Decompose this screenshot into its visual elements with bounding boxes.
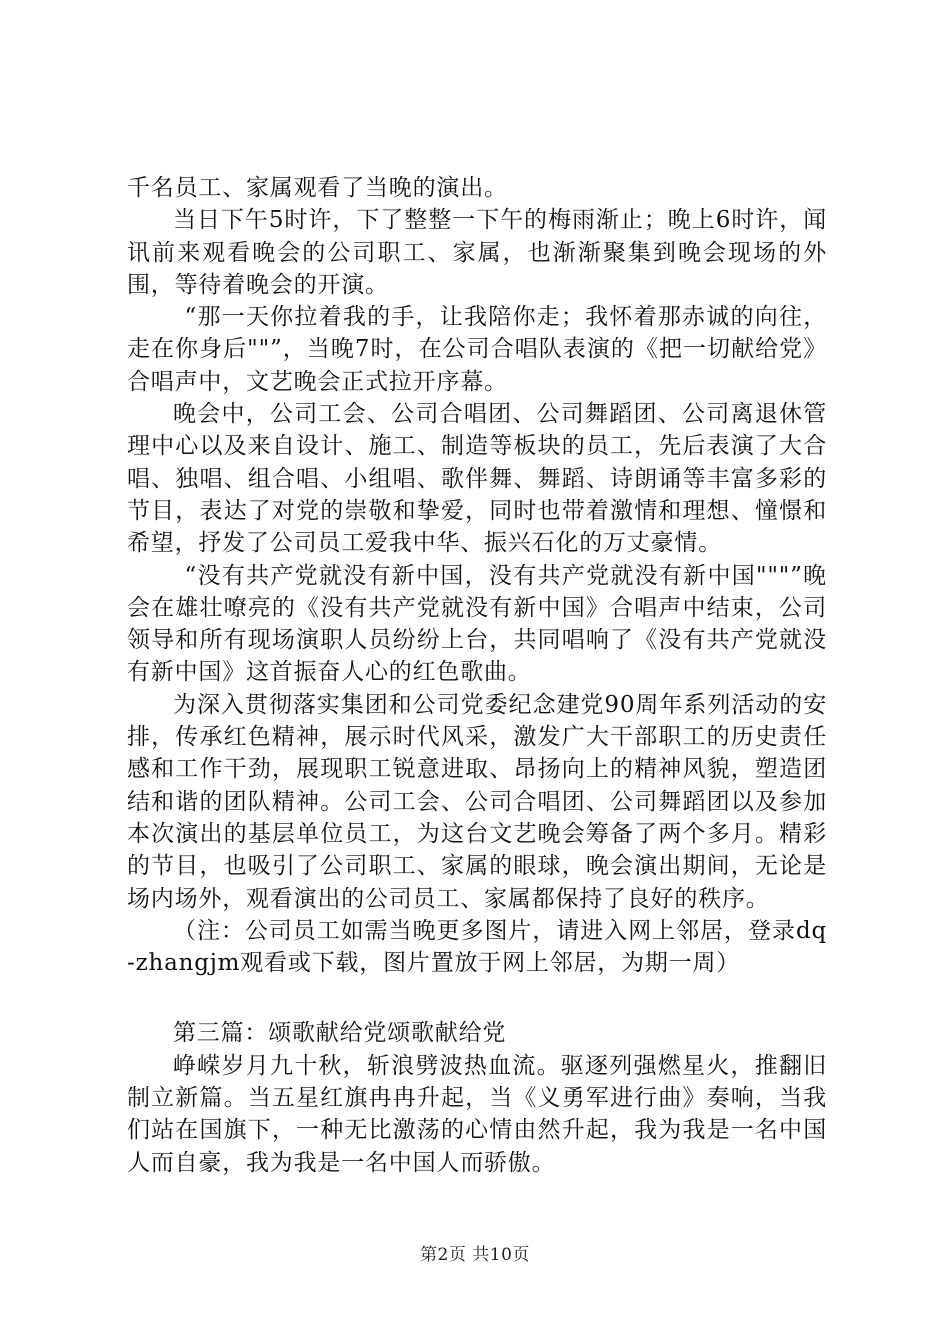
paragraph-4: 晚会中，公司工会、公司合唱团、公司舞蹈团、公司离退休管理中心以及来自设计、施工、制造等板块的员工，先后表演了大合唱、独唱、组合唱、小组唱、歌伴舞、舞蹈、诗朗诵等丰富多彩的节目，表达了对党的崇敬和挚爱，同时也带着激情和理想、憧憬和希望，抒发了公司员工爱我中华、振兴石化的万丈豪情。 <box>127 401 827 557</box>
paragraph-7: （注：公司员工如需当晚更多图片，请进入网上邻居，登录dq-zhangjm观看或下载，图片置放于网上邻居，为期一周） <box>127 917 827 977</box>
section-gap <box>127 979 827 1017</box>
section-title: 第三篇：颂歌献给党颂歌献给党 <box>173 1020 507 1047</box>
section-paragraph-1: 峥嵘岁月九十秋，斩浪劈波热血流。驱逐列强燃星火，推翻旧制立新篇。当五星红旗冉冉升起，当《义勇军进行曲》奏响，当我们站在国旗下，一种无比激荡的心情由然升起，我为我是一名中国人而自豪，我为我是一名中国人而骄傲。 <box>127 1052 827 1176</box>
paragraph-1: 千名员工、家属观看了当晚的演出。 <box>127 175 508 201</box>
paragraph-3: “那一天你拉着我的手，让我陪你走；我怀着那赤诚的向往，走在你身后""”，当晚7时，在公司合唱队表演的《把一切献给党》合唱声中，文艺晚会正式拉开序幕。 <box>127 304 827 395</box>
page-footer: 第2页 共10页 <box>420 1245 530 1265</box>
paragraph-6: 为深入贯彻落实集团和公司党委纪念建党90周年系列活动的安排，传承红色精神，展示时代风采，激发广大干部职工的历史责任感和工作干劲，展现职工锐意进取、昂扬向上的精神风貌，塑造团结和谐的团队精神。公司工会、公司合唱团、公司舞蹈团以及参加本次演出的基层单位员工，为这台文艺晚会筹备了两个多月。精彩的节目，也吸引了公司职工、家属的眼球，晚会演出期间，无论是场内场外，观看演出的公司员工、家属都保持了良好的秩序。 <box>127 691 827 912</box>
document-page <box>127 172 827 1179</box>
paragraph-2: 当日下午5时许，下了整整一下午的梅雨渐止；晚上6时许，闻讯前来观看晚会的公司职工、家属，也渐渐聚集到晚会现场的外围，等待着晚会的开演。 <box>127 207 827 298</box>
paragraph-5: “没有共产党就没有新中国，没有共产党就没有新中国"""”晚会在雄壮嘹亮的《没有共产党就没有新中国》合唱声中结束，公司领导和所有现场演职人员纷纷上台，共同唱响了《没有共产党就没有新中国》这首振奋人心的红色歌曲。 <box>127 562 827 686</box>
